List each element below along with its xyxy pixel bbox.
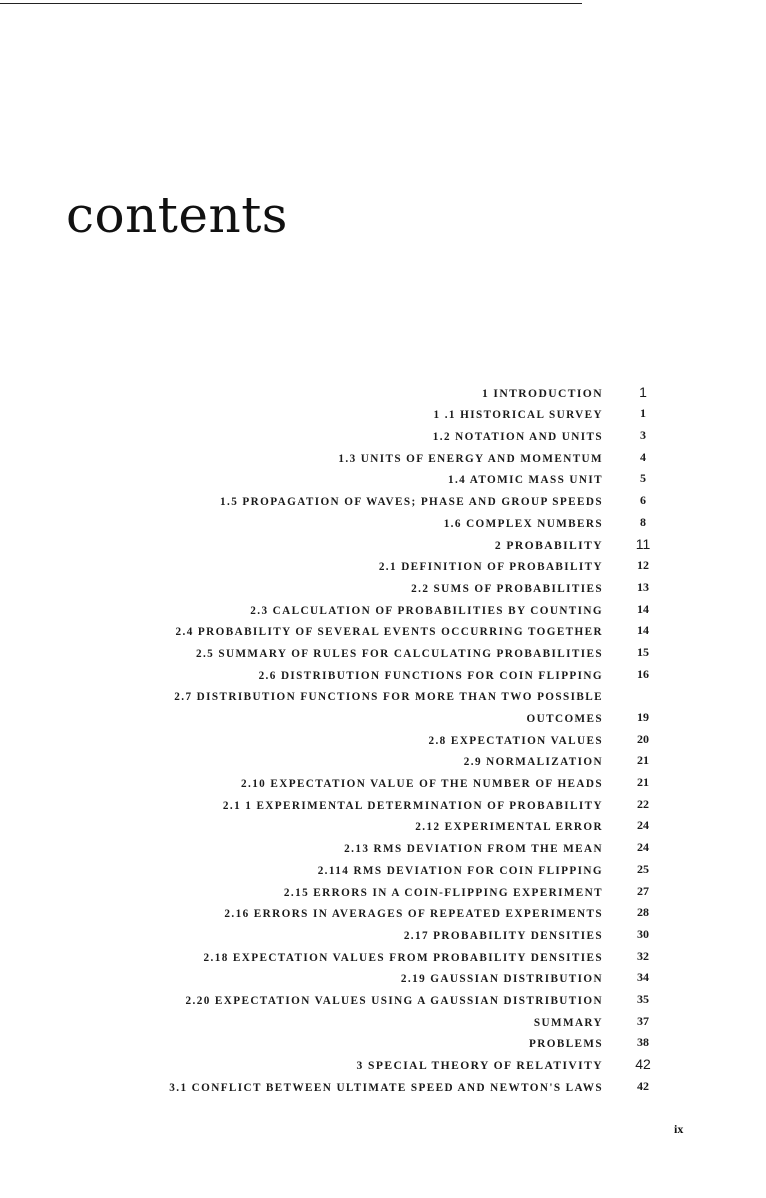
toc-entry-page: 24 (637, 840, 649, 855)
toc-section-row (0, 1011, 766, 1033)
toc-section-row (0, 404, 766, 426)
toc-section-row (0, 577, 766, 599)
toc-section-row (0, 1076, 766, 1098)
toc-entry-page: 14 (637, 623, 649, 638)
toc-section-row (0, 425, 766, 447)
top-rule (0, 3, 582, 4)
toc-section-row (0, 968, 766, 990)
toc-entry-title: 2.5 SUMMARY OF RULES FOR CALCULATING PROBABILITIES (195, 647, 603, 660)
toc-section-row (0, 881, 766, 903)
toc-entry-page: 28 (637, 905, 649, 920)
toc-entry-page: 1 (639, 383, 647, 400)
toc-entry-page: 21 (637, 753, 649, 768)
toc-entry-title: 1.3 UNITS OF ENERGY AND MOMENTUM (338, 452, 603, 465)
toc-entry-page: 11 (635, 535, 651, 552)
toc-entry-title: 2.19 GAUSSIAN DISTRIBUTION (400, 973, 603, 986)
toc-entry-title: 3.1 CONFLICT BETWEEN ULTIMATE SPEED AND NEWTON'S LAWS (169, 1081, 603, 1094)
toc-entry-title: 2.3 CALCULATION OF PROBABILITIES BY COUNTING (250, 604, 603, 617)
toc-entry-title: 2.16 ERRORS IN AVERAGES OF REPEATED EXPERIMENTS (224, 908, 603, 921)
toc-section-row (0, 642, 766, 664)
toc-entry-page: 27 (637, 883, 649, 898)
toc-entry-page: 38 (637, 1035, 649, 1050)
toc-section-row (0, 1033, 766, 1055)
toc-section-row (0, 599, 766, 621)
toc-section-row (0, 772, 766, 794)
toc-entry-page: 5 (640, 471, 646, 486)
toc-entry-title: 2.12 EXPERIMENTAL ERROR (415, 821, 603, 834)
toc-entry-page: 37 (637, 1013, 649, 1028)
toc-entry-title: 2.8 EXPECTATION VALUES (428, 734, 603, 747)
toc-entry-page: 3 (640, 428, 646, 443)
toc-entry-page: 4 (640, 449, 646, 464)
toc-entry-title: 2.18 EXPECTATION VALUES FROM PROBABILITY DENSITIES (203, 951, 603, 964)
toc-entry-title: 2.1 1 EXPERIMENTAL DETERMINATION OF PROBABILITY (222, 799, 603, 812)
toc-entry-page: 24 (637, 818, 649, 833)
toc-entry-page: 14 (637, 601, 649, 616)
toc-section-row (0, 469, 766, 491)
toc-entry-title: 2 PROBABILITY (494, 538, 603, 552)
toc-entry-title: 2.7 DISTRIBUTION FUNCTIONS FOR MORE THAN TWO POSSIBLE (174, 691, 603, 704)
toc-entry-page: 35 (637, 991, 649, 1006)
toc-entry-page: 1 (640, 406, 646, 421)
toc-section-row (0, 816, 766, 838)
toc-entry-page: 20 (637, 731, 649, 746)
toc-entry-title: 2.13 RMS DEVIATION FROM THE MEAN (344, 843, 603, 856)
toc-entry-page: 21 (637, 775, 649, 790)
toc-entry-page: 19 (637, 710, 649, 724)
toc-entry-title: 2.114 RMS DEVIATION FOR COIN FLIPPING (317, 864, 603, 877)
toc-entry-page: 13 (637, 579, 649, 594)
toc-section-row (0, 490, 766, 512)
toc-section-row (0, 621, 766, 643)
toc-entry-title: 2.4 PROBABILITY OF SEVERAL EVENTS OCCURRING TOGETHER (175, 626, 603, 639)
toc-entry-title: 2.10 EXPECTATION VALUE OF THE NUMBER OF HEADS (241, 778, 603, 791)
toc-entry-page: 25 (637, 861, 649, 876)
toc-entry-title: 1 INTRODUCTION (481, 386, 603, 400)
toc-entry-page: 8 (640, 514, 646, 529)
toc-section-row (0, 556, 766, 578)
toc-section-row (0, 924, 766, 946)
toc-entry-title: 1 .1 HISTORICAL SURVEY (433, 409, 603, 422)
toc-entry-title: PROBLEMS (529, 1038, 603, 1051)
page-title: contents (66, 186, 288, 244)
toc-entry-page: 42 (637, 1078, 649, 1093)
toc-section-row (0, 903, 766, 925)
toc-chapter-row (0, 1054, 766, 1076)
toc-entry-title: 2.17 PROBABILITY DENSITIES (403, 929, 603, 942)
toc-entry-page: 32 (637, 948, 649, 963)
toc-entry-title: 2.6 DISTRIBUTION FUNCTIONS FOR COIN FLIPPING (258, 669, 603, 682)
toc-entry-title: 2.2 SUMS OF PROBABILITIES (411, 582, 603, 595)
toc-entry-page: 16 (637, 666, 649, 681)
toc-section-row (0, 512, 766, 534)
table-of-contents (0, 382, 766, 1098)
toc-section-row (0, 686, 766, 708)
toc-entry-title: 3 SPECIAL THEORY OF RELATIVITY (356, 1059, 603, 1072)
toc-entry-title: 1.5 PROPAGATION OF WAVES; PHASE AND GROUP SPEEDS (220, 496, 603, 509)
toc-entry-title: 2.1 DEFINITION OF PROBABILITY (378, 561, 603, 574)
toc-section-row (0, 859, 766, 881)
toc-entry-title: 2.15 ERRORS IN A COIN-FLIPPING EXPERIMENT (283, 886, 603, 899)
toc-section-row (0, 989, 766, 1011)
toc-entry-title: 1.2 NOTATION AND UNITS (432, 431, 603, 444)
toc-entry-title: OUTCOMES (526, 713, 603, 725)
toc-chapter-row (0, 534, 766, 556)
toc-section-row (0, 707, 766, 729)
toc-entry-page: 12 (637, 558, 649, 573)
page-folio: ix (674, 1122, 684, 1136)
toc-entry-title: 1.4 ATOMIC MASS UNIT (447, 474, 603, 487)
toc-section-row (0, 664, 766, 686)
toc-entry-page: 6 (640, 493, 646, 508)
toc-entry-page: 42 (635, 1056, 651, 1072)
toc-section-row (0, 729, 766, 751)
toc-entry-page: 34 (637, 970, 649, 985)
toc-entry-title: SUMMARY (533, 1016, 603, 1029)
toc-entry-page: 22 (637, 796, 649, 811)
toc-section-row (0, 751, 766, 773)
toc-chapter-row (0, 382, 766, 404)
toc-section-row (0, 946, 766, 968)
toc-section-row (0, 794, 766, 816)
toc-entry-title: 1.6 COMPLEX NUMBERS (443, 517, 603, 530)
toc-entry-title: 2.20 EXPECTATION VALUES USING A GAUSSIAN DISTRIBUTION (185, 994, 603, 1007)
toc-section-row (0, 447, 766, 469)
toc-section-row (0, 837, 766, 859)
toc-entry-page: 30 (637, 926, 649, 941)
toc-entry-title: 2.9 NORMALIZATION (463, 756, 603, 769)
toc-entry-page: 15 (637, 644, 649, 659)
